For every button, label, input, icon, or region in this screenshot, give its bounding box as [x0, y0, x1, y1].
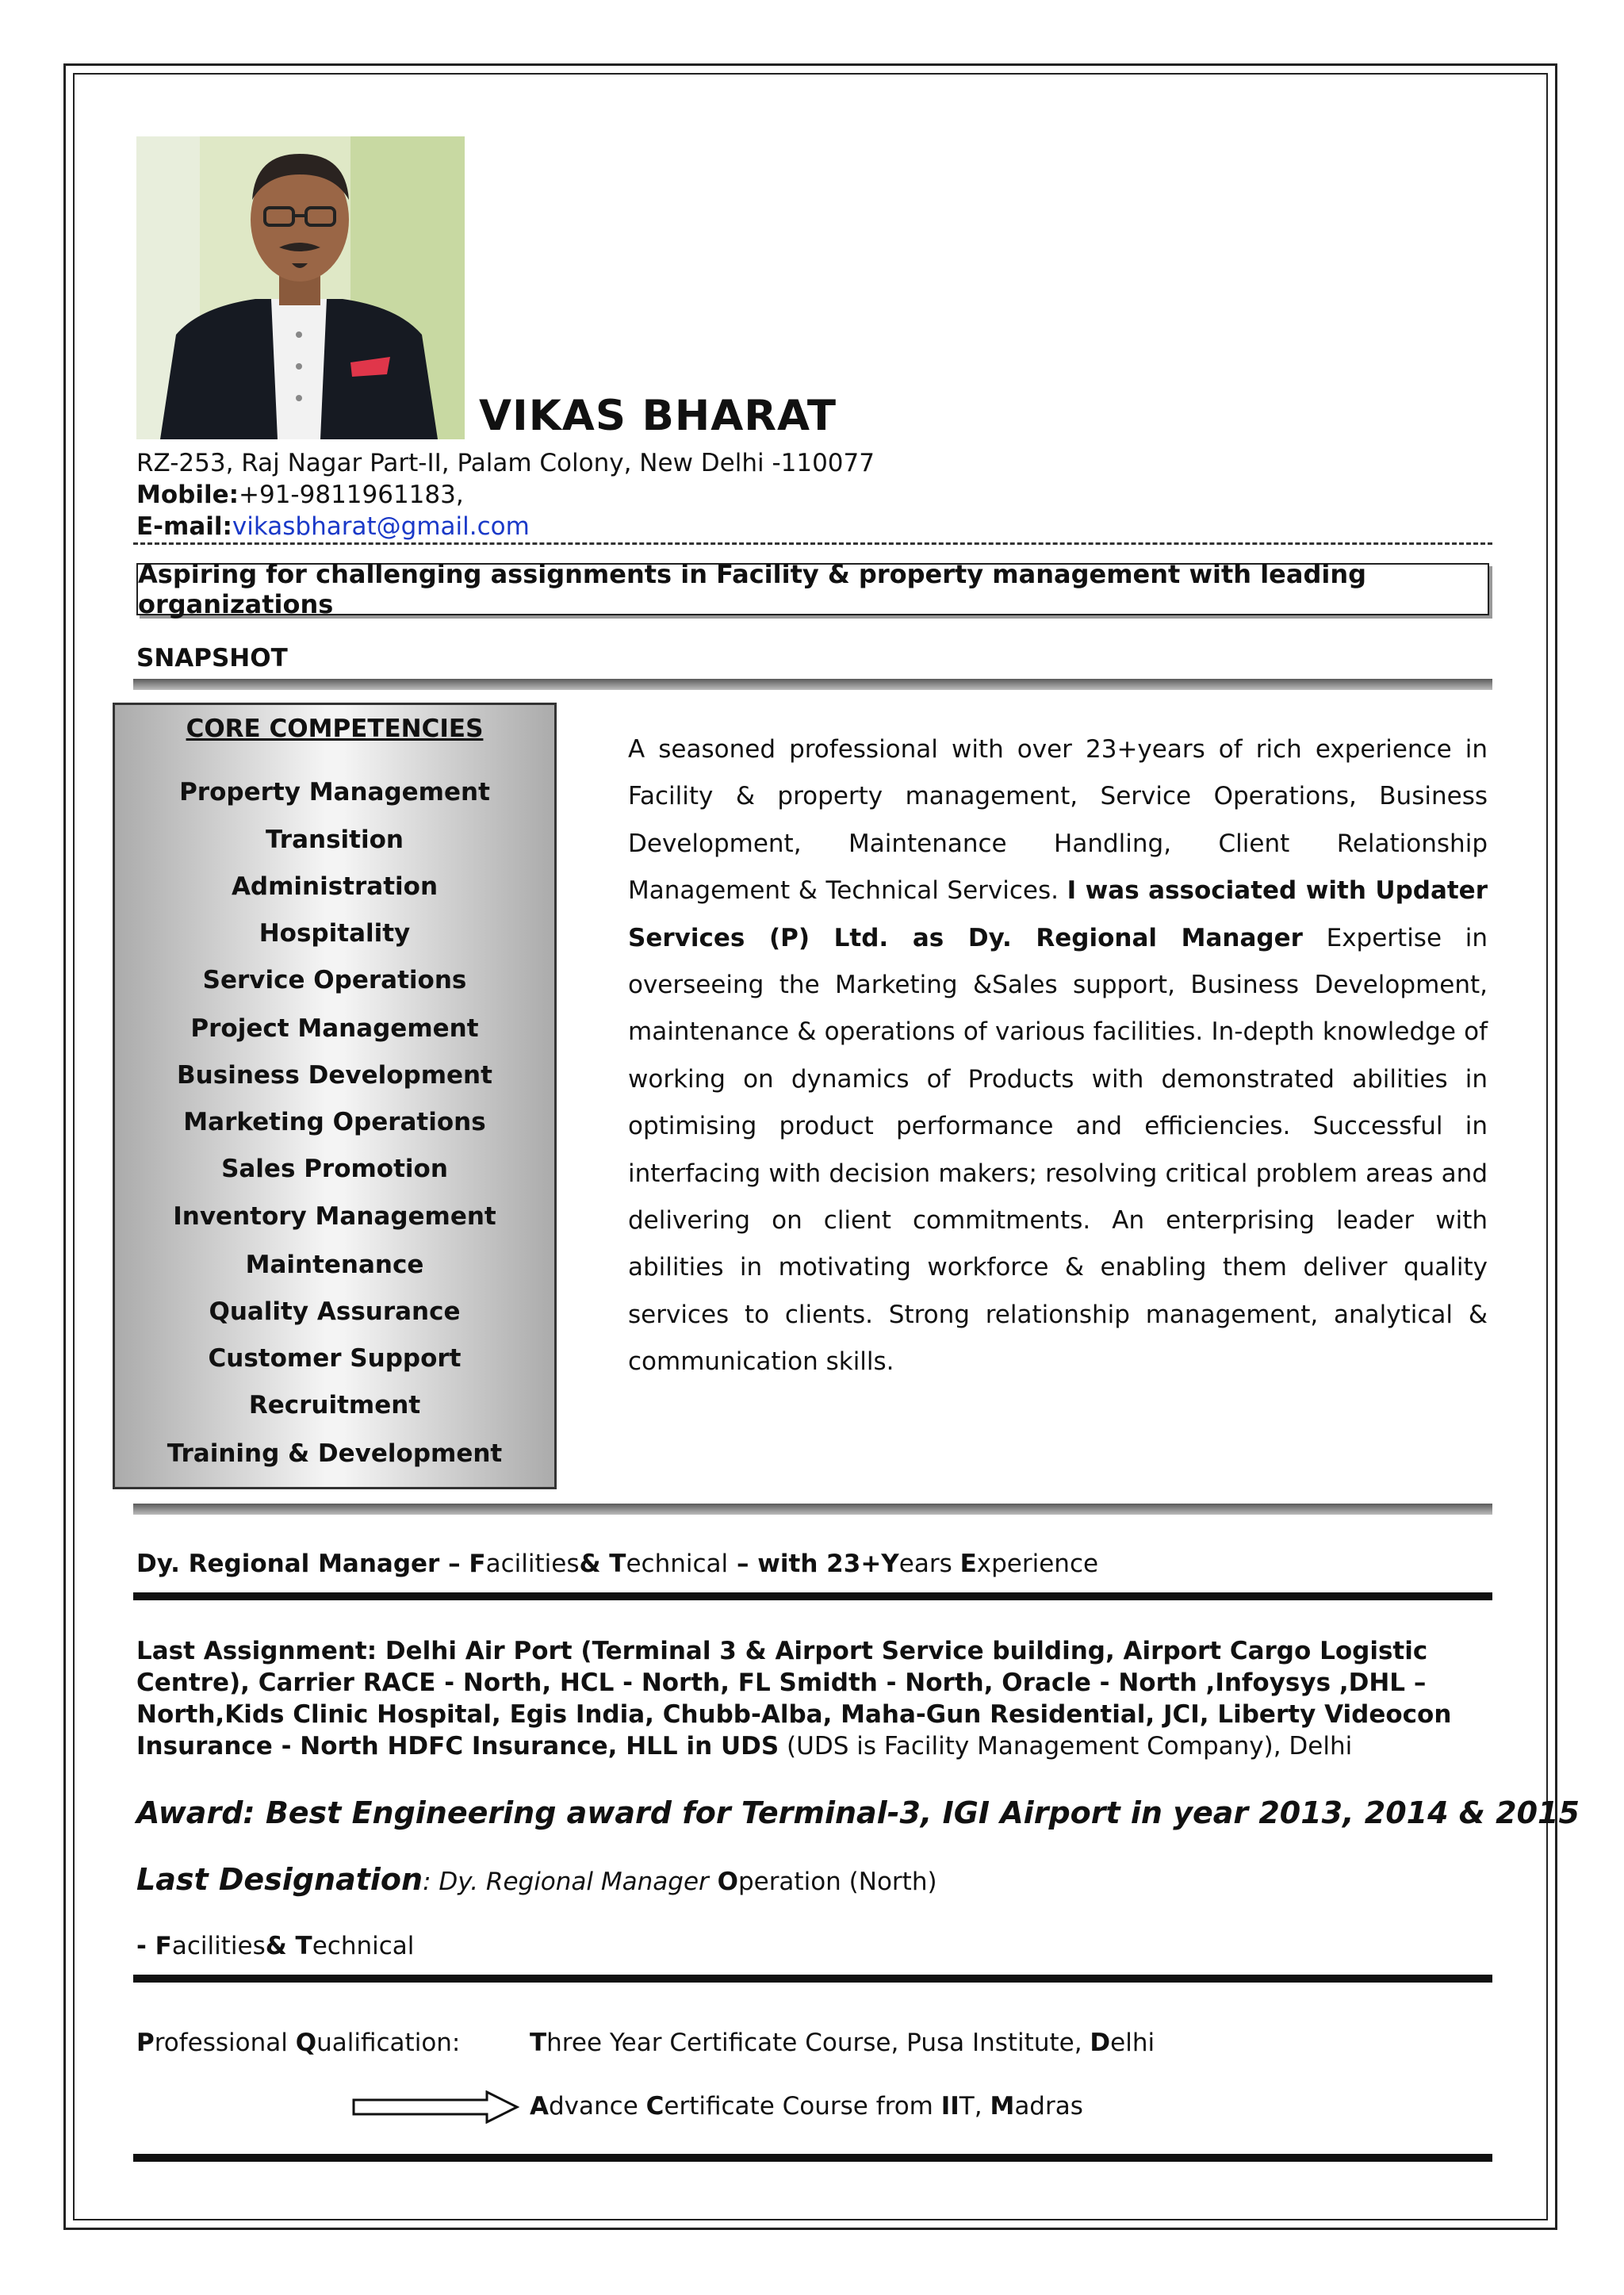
last-designation-text-bold: O [708, 1868, 738, 1896]
profile-photo [136, 136, 465, 439]
core-competencies-box [113, 703, 557, 1489]
address: RZ-253, Raj Nagar Part-II, Palam Colony, New Delhi -110077 [136, 449, 875, 477]
role-text: acilities [485, 1550, 580, 1578]
objective-text: Aspiring for challenging assignments in Facility & property management with leading organizations [138, 559, 1367, 619]
qualification-text-bold: D [1090, 2029, 1111, 2057]
role-title: Dy. Regional Manager – F [136, 1550, 486, 1578]
competency-item: Service Operations [202, 966, 467, 994]
facilities-divider [133, 1975, 1492, 1983]
competency-item: Customer Support [208, 1344, 462, 1373]
qualification-text: adras [1014, 2092, 1083, 2121]
competency-item: Inventory Management [173, 1202, 496, 1231]
qualification-text-bold: C [645, 2092, 665, 2121]
facilities-text: echnical [312, 1932, 415, 1960]
email-link[interactable]: vikasbharat@gmail.com [232, 512, 530, 541]
qualification-text-bold: T [530, 2029, 547, 2057]
facilities-text-bold: & T [265, 1932, 312, 1960]
qualification-text: elhi [1110, 2029, 1155, 2057]
role-divider [133, 1592, 1492, 1600]
competency-item: Training & Development [167, 1439, 503, 1468]
mobile-number: +91-9811961183, [239, 481, 464, 509]
qualification-label-text: rofessional [154, 2029, 296, 2057]
competency-item: Business Development [177, 1061, 492, 1090]
candidate-name: VIKAS BHARAT [479, 392, 837, 440]
snapshot-heading: SNAPSHOT [136, 644, 288, 672]
email-line [136, 512, 530, 541]
section-divider-top [133, 679, 1492, 690]
competency-item: Maintenance [245, 1251, 424, 1279]
qualification-label-bold: Q [295, 2029, 317, 2057]
role-text-bold: – with 23+Y [728, 1550, 899, 1578]
footer-divider [133, 2154, 1492, 2162]
qualification-text-bold: A [530, 2092, 549, 2121]
objective-box [136, 559, 1489, 619]
award: Award: Best Engineering award for Terminal-3, IGI Airport in year 2013, 2014 & 2015 [136, 1795, 1580, 1830]
competency-item: Hospitality [259, 919, 411, 948]
summary-text-cont: Expertise in overseeing the Marketing &Sales support, Business Development, maintenance & operations of various facilities. In-depth knowledge of working on dynamics of Products with demonstrated abilities in optimising product performance and efficiencies. Successful in interfacing with decision makers; resolving critical problem areas and delivering on client commitments. An enterprising leader with abilities in motivating workforce & enabling them deliver quality services to clients. Strong relationship management, analytical & communication skills. [628, 923, 1488, 1377]
last-designation-colon: : [423, 1868, 439, 1896]
summary-text: A seasoned professional with over 23+years of rich experience in Facility & property management, Service Operations, Business Development, Maintenance Handling, Client Relationship Management & Technical Services. [628, 735, 1488, 906]
role-headline [136, 1550, 1098, 1578]
last-assignment-note: (UDS is Facility Management Company), Delhi [779, 1732, 1353, 1761]
facilities-line [136, 1932, 414, 1960]
qualification-label-text: ualification: [316, 2029, 461, 2057]
facilities-text: acilities [171, 1932, 266, 1960]
core-competencies-title: CORE COMPETENCIES [186, 715, 484, 743]
competency-item: Project Management [190, 1014, 479, 1043]
summary-employer: I was associated with Updater Services (P) Ltd. as Dy. Regional Manager [628, 876, 1488, 952]
role-text: xperience [976, 1550, 1099, 1578]
professional-summary [628, 726, 1488, 1386]
qualification-text: ertificate Course from [664, 2092, 941, 2121]
header-divider [133, 542, 1492, 545]
competency-item: Quality Assurance [209, 1297, 461, 1326]
last-assignment-clients: Last Assignment: Delhi Air Port (Terminal 3 & Airport Service building, Airport Cargo Logistic Centre), Carrier RACE - North, HCL - North, FL Smidth - North, Oracle - North ,Infoysys ,DHL – North,Kids Clinic Hospital, Egis India, Chubb-Alba, Maha-Gun Residential, JCI, Liberty Videocon Insurance - North HDFC Insurance, HLL in UDS [136, 1637, 1452, 1761]
email-label: E-mail: [136, 512, 232, 541]
competency-item: Marketing Operations [183, 1108, 486, 1136]
last-designation-role: Dy. Regional Manager [439, 1868, 709, 1896]
mobile-line [136, 481, 464, 509]
competency-item: Property Management [179, 778, 490, 807]
qualification-item [530, 2029, 1155, 2057]
right-arrow-icon [352, 2090, 520, 2127]
qualification-label [136, 2029, 460, 2057]
role-text: echnical [626, 1550, 729, 1578]
competency-item: Transition [266, 826, 404, 854]
qualification-text: dvance [549, 2092, 646, 2121]
qualification-text-bold: II [940, 2092, 959, 2121]
last-designation-text: peration (North) [737, 1868, 937, 1896]
last-designation-label: Last Designation [136, 1862, 423, 1897]
qualification-text: T, [959, 2092, 990, 2121]
qualification-item [530, 2092, 1083, 2121]
last-assignment [136, 1635, 1492, 1762]
qualification-text: hree Year Certificate Course, Pusa Institute, [546, 2029, 1090, 2057]
last-designation [136, 1862, 937, 1897]
competency-item: Recruitment [248, 1391, 421, 1420]
competency-item: Administration [231, 872, 439, 901]
role-text-bold: E [959, 1550, 977, 1578]
facilities-text-bold: - F [136, 1932, 172, 1960]
mobile-label: Mobile: [136, 481, 239, 509]
role-text-bold: & T [579, 1550, 626, 1578]
qualification-text-bold: M [990, 2092, 1015, 2121]
section-divider-middle [133, 1504, 1492, 1515]
competency-item: Sales Promotion [221, 1155, 448, 1183]
role-text: ears [898, 1550, 960, 1578]
qualification-label-bold: P [136, 2029, 155, 2057]
